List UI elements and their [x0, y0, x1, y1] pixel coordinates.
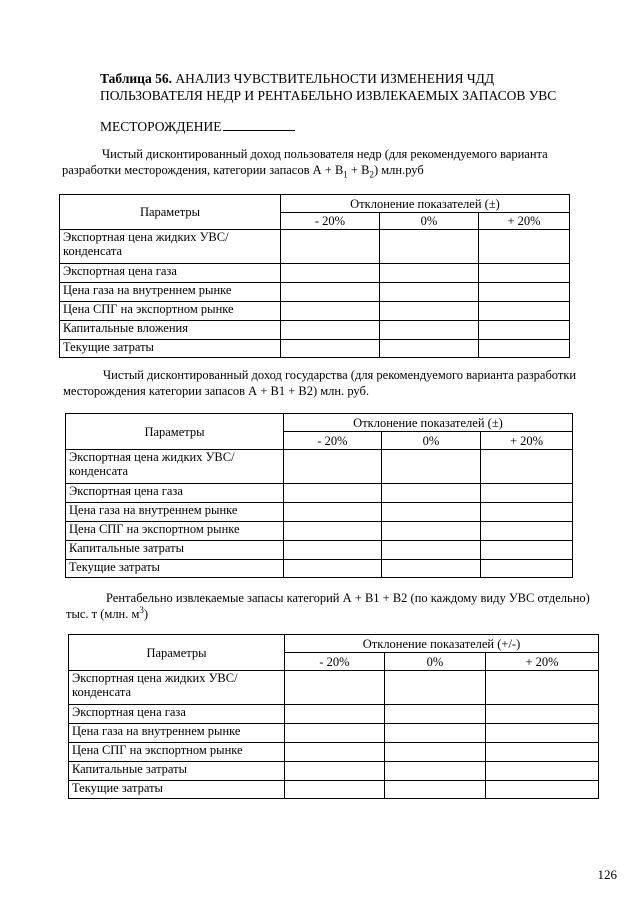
value-cell[interactable]: [479, 264, 570, 283]
row-label: Экспортная цена жидких УВС/конденсата: [69, 671, 285, 705]
value-cell[interactable]: [380, 283, 479, 302]
deviation-header: Отклонение показателей (±): [284, 414, 573, 432]
value-cell[interactable]: [285, 724, 385, 743]
value-cell[interactable]: [285, 762, 385, 781]
row-label: Цена СПГ на экспортном рынке: [69, 743, 285, 762]
param-header: Параметры: [66, 414, 284, 450]
value-cell[interactable]: [382, 560, 481, 578]
value-cell[interactable]: [284, 560, 382, 578]
value-cell[interactable]: [486, 781, 599, 799]
row-label: Экспортная цена жидких УВС/конденсата: [60, 230, 281, 264]
value-cell[interactable]: [284, 503, 382, 522]
row-label: Цена СПГ на экспортном рынке: [66, 522, 284, 541]
value-cell[interactable]: [385, 762, 486, 781]
deposit-field: [100, 118, 295, 135]
value-cell[interactable]: [382, 503, 481, 522]
value-cell[interactable]: [481, 503, 573, 522]
value-cell[interactable]: [481, 522, 573, 541]
value-cell[interactable]: [285, 743, 385, 762]
col-header: - 20%: [284, 432, 382, 450]
value-cell[interactable]: [382, 450, 481, 484]
table-1: [59, 194, 570, 358]
value-cell[interactable]: [285, 671, 385, 705]
value-cell[interactable]: [284, 541, 382, 560]
value-cell[interactable]: [479, 230, 570, 264]
table-title-text: АНАЛИЗ ЧУВСТВИТЕЛЬНОСТИ ИЗМЕНЕНИЯ ЧДД ПОЛЬЗОВАТЕЛЯ НЕДР И РЕНТАБЕЛЬНО ИЗВЛЕКАЕМЫХ ЗАПАСОВ УВС: [100, 71, 557, 103]
value-cell[interactable]: [380, 264, 479, 283]
value-cell[interactable]: [479, 340, 570, 358]
col-header: 0%: [382, 432, 481, 450]
value-cell[interactable]: [285, 781, 385, 799]
deposit-blank-line: [223, 118, 295, 131]
value-cell[interactable]: [382, 522, 481, 541]
row-label: Цена СПГ на экспортном рынке: [60, 302, 281, 321]
value-cell[interactable]: [284, 484, 382, 503]
table-2: [65, 413, 573, 578]
table-number: Таблица 56.: [100, 71, 172, 86]
value-cell[interactable]: [479, 302, 570, 321]
deviation-header: Отклонение показателей (+/-): [285, 635, 599, 653]
row-label: Капитальные затраты: [66, 541, 284, 560]
value-cell[interactable]: [481, 450, 573, 484]
value-cell[interactable]: [380, 321, 479, 340]
param-header: Параметры: [69, 635, 285, 671]
value-cell[interactable]: [281, 302, 380, 321]
value-cell[interactable]: [382, 541, 481, 560]
value-cell[interactable]: [380, 340, 479, 358]
param-header: Параметры: [60, 195, 281, 230]
col-header: 0%: [385, 653, 486, 671]
deviation-header: Отклонение показателей (±): [281, 195, 570, 213]
value-cell[interactable]: [486, 724, 599, 743]
col-header: + 20%: [486, 653, 599, 671]
value-cell[interactable]: [479, 321, 570, 340]
value-cell[interactable]: [281, 321, 380, 340]
row-label: Цена газа на внутреннем рынке: [69, 724, 285, 743]
row-label: Экспортная цена газа: [66, 484, 284, 503]
col-header: + 20%: [481, 432, 573, 450]
col-header: - 20%: [285, 653, 385, 671]
value-cell[interactable]: [481, 541, 573, 560]
row-label: Текущие затраты: [60, 340, 281, 358]
value-cell[interactable]: [481, 560, 573, 578]
value-cell[interactable]: [385, 724, 486, 743]
row-label: Экспортная цена газа: [69, 705, 285, 724]
table-3: [68, 634, 599, 799]
row-label: Экспортная цена жидких УВС/конденсата: [66, 450, 284, 484]
row-label: Цена газа на внутреннем рынке: [66, 503, 284, 522]
value-cell[interactable]: [486, 705, 599, 724]
value-cell[interactable]: [385, 743, 486, 762]
row-label: Цена газа на внутреннем рынке: [60, 283, 281, 302]
deposit-label: МЕСТОРОЖДЕНИЕ: [100, 119, 222, 134]
value-cell[interactable]: [281, 230, 380, 264]
row-label: Текущие затраты: [69, 781, 285, 799]
value-cell[interactable]: [486, 743, 599, 762]
value-cell[interactable]: [281, 283, 380, 302]
section-1-caption: Чистый дисконтированный доход пользователя недр (для рекомендуемого варианта разработки месторождения, категории запасов $А + В_1 + В_2$) млн.руб: [62, 147, 548, 180]
row-label: Текущие затраты: [66, 560, 284, 578]
value-cell[interactable]: [281, 340, 380, 358]
value-cell[interactable]: [486, 762, 599, 781]
row-label: Капитальные затраты: [69, 762, 285, 781]
col-header: - 20%: [281, 213, 380, 230]
value-cell[interactable]: [382, 484, 481, 503]
page-number: 126: [597, 867, 617, 882]
page-title: [100, 70, 600, 104]
value-cell[interactable]: [385, 705, 486, 724]
value-cell[interactable]: [285, 705, 385, 724]
value-cell[interactable]: [380, 230, 479, 264]
col-header: 0%: [380, 213, 479, 230]
value-cell[interactable]: [284, 522, 382, 541]
section-2-caption: Чистый дисконтированный доход государства (для рекомендуемого варианта разработки месторождения категории запасов А + В1 + В2) млн. руб.: [63, 368, 577, 398]
value-cell[interactable]: [479, 283, 570, 302]
row-label: Капитальные вложения: [60, 321, 281, 340]
col-header: + 20%: [479, 213, 570, 230]
section-3-caption: Рентабельно извлекаемые запасы категорий А + В1 + В2 (по каждому виду УВС отдельно) тыс. т (млн. $м^3$): [66, 591, 590, 621]
value-cell[interactable]: [284, 450, 382, 484]
value-cell[interactable]: [486, 671, 599, 705]
value-cell[interactable]: [281, 264, 380, 283]
value-cell[interactable]: [481, 484, 573, 503]
value-cell[interactable]: [385, 781, 486, 799]
value-cell[interactable]: [380, 302, 479, 321]
row-label: Экспортная цена газа: [60, 264, 281, 283]
value-cell[interactable]: [385, 671, 486, 705]
